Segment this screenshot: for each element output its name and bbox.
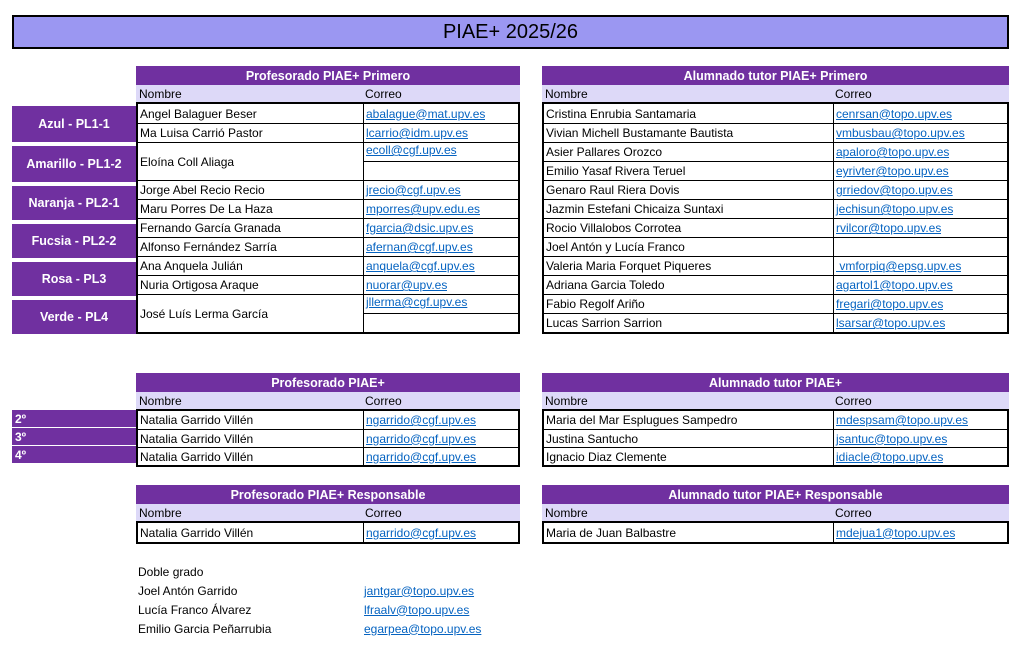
table-row: Asier Pallares Orozco apaloro@topo.upv.es bbox=[544, 142, 1007, 161]
table-row: Justina Santucho jsantuc@topo.upv.es bbox=[544, 429, 1007, 447]
table-row: Jazmin Estefani Chicaiza Suntaxi jechisun@topo.upv.es bbox=[544, 199, 1007, 218]
table-row: Cristina Enrubia Santamaria cenrsan@topo.upv.es bbox=[544, 104, 1007, 123]
email-link[interactable]: rvilcor@topo.upv.es bbox=[836, 221, 942, 235]
table-row: Nuria Ortigosa Araque nuorar@upv.es bbox=[138, 275, 518, 294]
email-link[interactable]: grriedov@topo.upv.es bbox=[836, 183, 953, 197]
table-row: Vivian Michell Bustamante Bautista vmbusbau@topo.upv.es bbox=[544, 123, 1007, 142]
email-link[interactable]: agartol1@topo.upv.es bbox=[836, 278, 953, 292]
table-row: Natalia Garrido Villén ngarrido@cgf.upv.es bbox=[138, 523, 518, 542]
email-link[interactable]: ngarrido@cgf.upv.es bbox=[366, 525, 477, 540]
table-row: Joel Antón y Lucía Franco bbox=[544, 237, 1007, 256]
email-link[interactable]: jsantuc@topo.upv.es bbox=[836, 431, 948, 446]
group-naranja: Naranja - PL2-1 bbox=[12, 184, 136, 222]
prof-piae-header: Profesorado PIAE+ bbox=[136, 373, 520, 392]
email-link[interactable]: fregari@topo.upv.es bbox=[836, 297, 944, 311]
table-row: Ana Anquela Julián anquela@cgf.upv.es bbox=[138, 256, 518, 275]
column-headers: Nombre Correo bbox=[136, 504, 520, 521]
group-amarillo: Amarillo - PL1-2 bbox=[12, 144, 136, 184]
level-3: 3º bbox=[12, 428, 136, 446]
level-4: 4º bbox=[12, 446, 136, 464]
table-row: Alfonso Fernández Sarría afernan@cgf.upv.es bbox=[138, 237, 518, 256]
email-link[interactable]: afernan@cgf.upv.es bbox=[366, 240, 473, 254]
list-item: Emilio Garcia Peñarrubia egarpea@topo.upv.es bbox=[138, 621, 482, 636]
table-row: Emilio Yasaf Rivera Teruel eyrivter@topo.upv.es bbox=[544, 161, 1007, 180]
table-row: Adriana Garcia Toledo agartol1@topo.upv.es bbox=[544, 275, 1007, 294]
prof-primero-header: Profesorado PIAE+ Primero bbox=[136, 66, 520, 85]
email-link[interactable]: ngarrido@cgf.upv.es bbox=[366, 449, 477, 464]
alum-resp-table bbox=[542, 485, 1009, 544]
email-link[interactable]: jllerma@cgf.upv.es bbox=[366, 295, 468, 309]
email-link[interactable]: vmbusbau@topo.upv.es bbox=[836, 126, 965, 140]
doble-grado-label: Doble grado bbox=[138, 564, 204, 579]
group-rosa: Rosa - PL3 bbox=[12, 260, 136, 298]
page-title: PIAE+ 2025/26 bbox=[12, 15, 1009, 49]
email-link[interactable]: lcarrio@idm.upv.es bbox=[366, 126, 468, 140]
email-link[interactable]: ngarrido@cgf.upv.es bbox=[366, 413, 477, 427]
email-link[interactable]: vmforpiq@epsg.upv.es bbox=[836, 259, 962, 273]
email-link[interactable]: lsarsar@topo.upv.es bbox=[836, 316, 946, 330]
column-headers: Nombre Correo bbox=[136, 392, 520, 409]
email-link[interactable]: jantgar@topo.upv.es bbox=[364, 583, 475, 598]
table-row: Ignacio Diaz Clemente idiacle@topo.upv.es bbox=[544, 447, 1007, 465]
email-link[interactable]: ngarrido@cgf.upv.es bbox=[366, 431, 477, 446]
table-row: Maru Porres De La Haza mporres@upv.edu.es bbox=[138, 199, 518, 218]
alum-primero-table bbox=[542, 66, 1009, 334]
email-link[interactable]: eyrivter@topo.upv.es bbox=[836, 164, 949, 178]
table-row: Angel Balaguer Beser abalague@mat.upv.es bbox=[138, 104, 518, 123]
table-row: José Luís Lerma García jllerma@cgf.upv.es bbox=[138, 294, 518, 332]
table-row: Jorge Abel Recio Recio jrecio@cgf.upv.es bbox=[138, 180, 518, 199]
email-link[interactable]: jechisun@topo.upv.es bbox=[836, 202, 954, 216]
table-row: Maria del Mar Esplugues Sampedro mdespsam@topo.upv.es bbox=[546, 413, 969, 427]
prof-resp-header: Profesorado PIAE+ Responsable bbox=[136, 485, 520, 504]
prof-resp-table bbox=[136, 485, 520, 544]
group-azul: Azul - PL1-1 bbox=[12, 104, 136, 144]
table-row: Rocio Villalobos Corrotea rvilcor@topo.upv.es bbox=[544, 218, 1007, 237]
email-link[interactable]: fgarcia@dsic.upv.es bbox=[366, 221, 474, 235]
email-link[interactable]: abalague@mat.upv.es bbox=[366, 106, 486, 121]
email-link[interactable]: jrecio@cgf.upv.es bbox=[366, 183, 461, 197]
email-link[interactable]: idiacle@topo.upv.es bbox=[836, 449, 944, 464]
table-row: Valeria Maria Forquet Piqueres vmforpiq@epsg.upv.es bbox=[544, 256, 1007, 275]
email-link[interactable]: mdejua1@topo.upv.es bbox=[836, 525, 956, 540]
alum-primero-header: Alumnado tutor PIAE+ Primero bbox=[542, 66, 1009, 85]
table-row: Fernando García Granada fgarcia@dsic.upv.es bbox=[138, 218, 518, 237]
list-item: Lucía Franco Álvarez lfraalv@topo.upv.es bbox=[138, 602, 470, 617]
group-fucsia: Fucsia - PL2-2 bbox=[12, 222, 136, 260]
email-link[interactable]: ecoll@cgf.upv.es bbox=[366, 143, 457, 157]
table-row: Natalia Garrido Villén ngarrido@cgf.upv.es bbox=[140, 413, 477, 427]
level-2: 2º bbox=[12, 410, 136, 428]
prof-piae-table bbox=[136, 373, 520, 467]
table-row: Eloína Coll Aliaga ecoll@cgf.upv.es bbox=[138, 142, 518, 180]
group-verde: Verde - PL4 bbox=[12, 298, 136, 336]
alum-resp-header: Alumnado tutor PIAE+ Responsable bbox=[542, 485, 1009, 504]
column-headers: Nombre Correo bbox=[542, 85, 1009, 102]
table-row: Fabio Regolf Ariño fregari@topo.upv.es bbox=[544, 294, 1007, 313]
email-link[interactable]: nuorar@upv.es bbox=[366, 278, 448, 292]
alum-piae-header: Alumnado tutor PIAE+ bbox=[542, 373, 1009, 392]
email-link[interactable]: mdespsam@topo.upv.es bbox=[836, 413, 969, 427]
alum-piae-table bbox=[542, 373, 1009, 467]
list-item: Joel Antón Garrido jantgar@topo.upv.es bbox=[138, 583, 475, 598]
doble-grado-section bbox=[138, 562, 481, 638]
level-labels bbox=[12, 410, 136, 464]
column-headers: Nombre Correo bbox=[136, 85, 520, 102]
table-row: Maria de Juan Balbastre mdejua1@topo.upv.es bbox=[544, 523, 1007, 542]
table-row: Natalia Garrido Villén ngarrido@cgf.upv.es bbox=[138, 447, 518, 465]
column-headers: Nombre Correo bbox=[542, 392, 1009, 409]
email-link[interactable]: cenrsan@topo.upv.es bbox=[836, 106, 953, 121]
prof-primero-table bbox=[136, 66, 520, 334]
email-link[interactable]: apaloro@topo.upv.es bbox=[836, 145, 950, 159]
email-link[interactable]: lfraalv@topo.upv.es bbox=[364, 602, 470, 617]
table-row: Ma Luisa Carrió Pastor lcarrio@idm.upv.es bbox=[138, 123, 518, 142]
column-headers: Nombre Correo bbox=[542, 504, 1009, 521]
table-row: Natalia Garrido Villén ngarrido@cgf.upv.es bbox=[138, 429, 518, 447]
email-link[interactable]: egarpea@topo.upv.es bbox=[364, 621, 482, 636]
group-labels bbox=[12, 104, 136, 336]
email-link[interactable]: anquela@cgf.upv.es bbox=[366, 259, 475, 273]
email-link[interactable]: mporres@upv.edu.es bbox=[366, 202, 481, 216]
table-row: Lucas Sarrion Sarrion lsarsar@topo.upv.es bbox=[544, 313, 1007, 332]
table-row: Genaro Raul Riera Dovis grriedov@topo.upv.es bbox=[544, 180, 1007, 199]
